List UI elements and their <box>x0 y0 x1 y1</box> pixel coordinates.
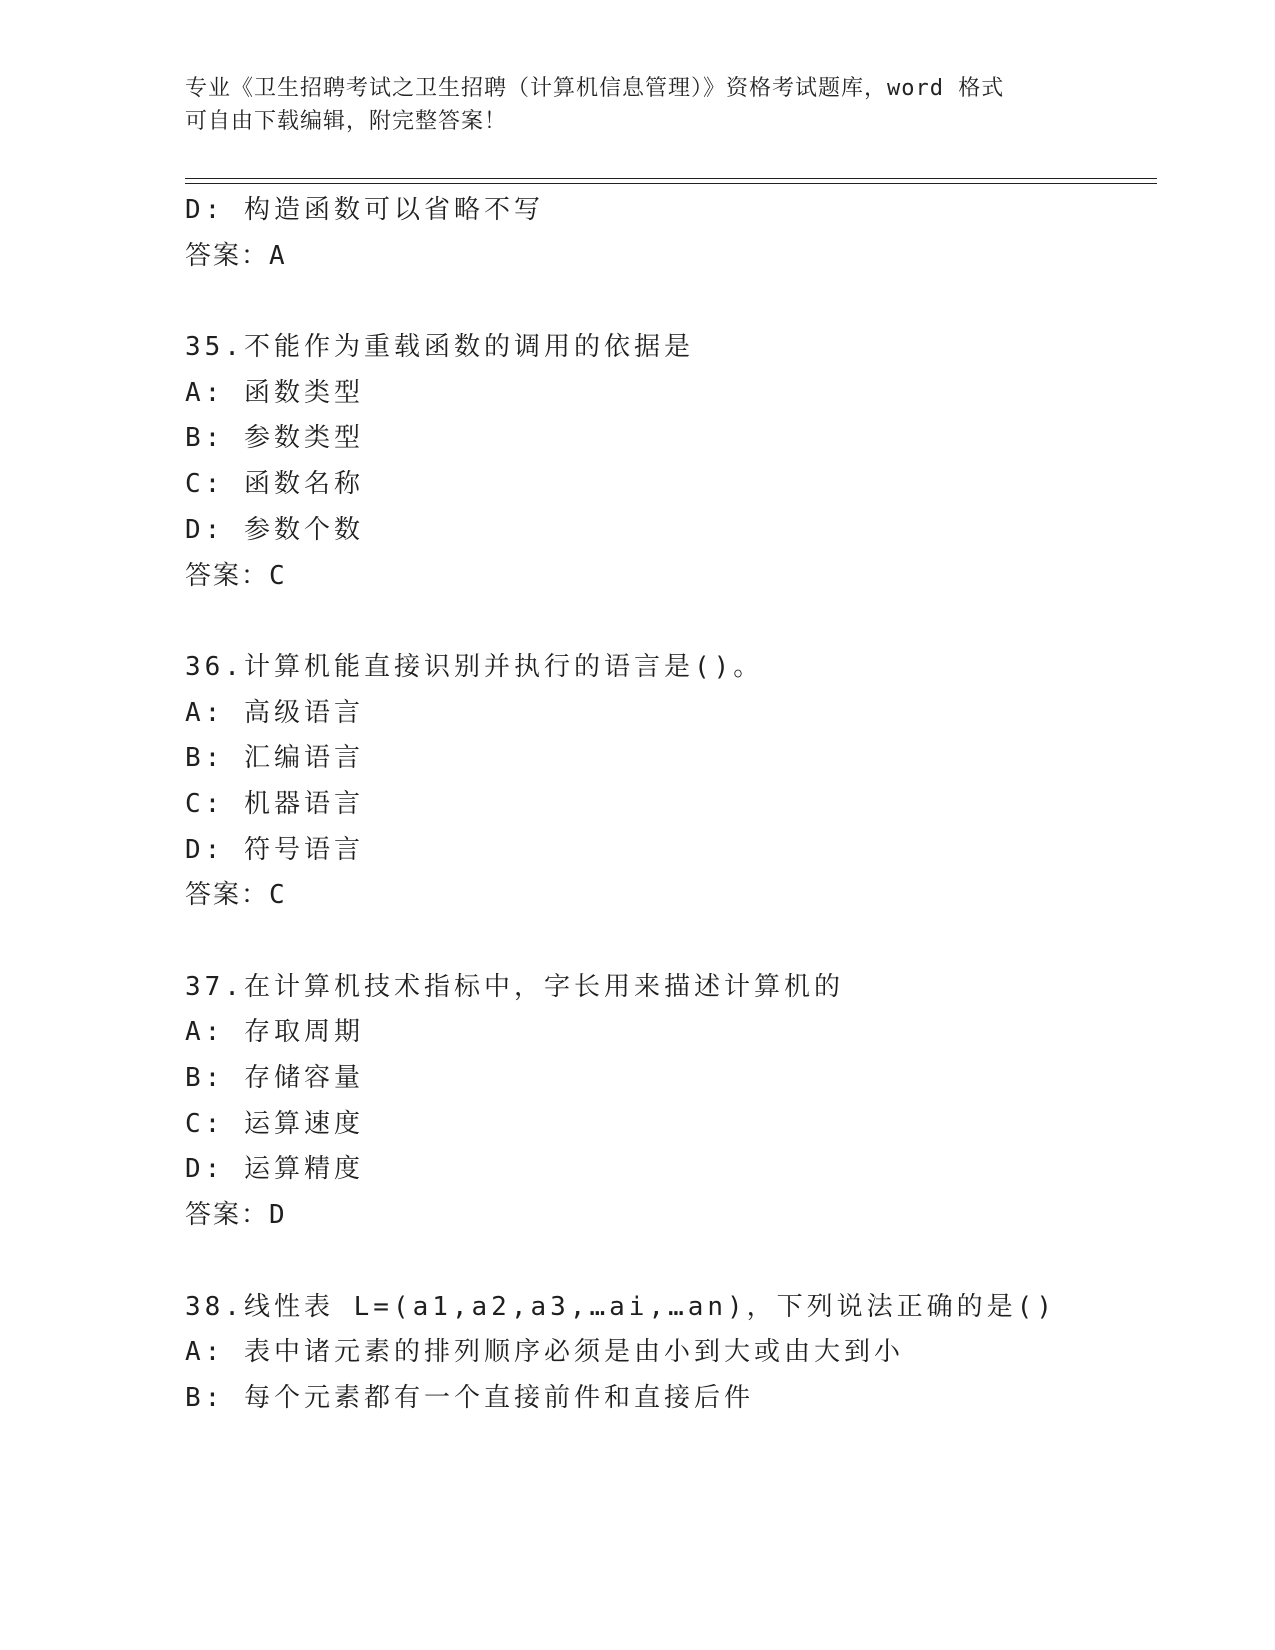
answer-value: C <box>269 560 287 591</box>
answer-label: 答案： <box>185 560 270 591</box>
spacer <box>185 1239 1145 1285</box>
header-title-line-1: 专业《卫生招聘考试之卫生招聘（计算机信息管理）》资格考试题库，word 格式 <box>185 76 1005 101</box>
option-c: C: 机器语言 <box>185 788 364 819</box>
option-b: B: 存储容量 <box>185 1063 364 1094</box>
option-d: D: 符号语言 <box>185 834 364 865</box>
header-divider-top <box>185 178 1157 179</box>
option-a: A: 表中诸元素的排列顺序必须是由小到大或由大到小 <box>185 1337 904 1368</box>
answer-line <box>185 1193 1145 1239</box>
answer-line <box>185 554 1145 600</box>
answer-value: D <box>269 1200 287 1231</box>
answer-label: 答案： <box>185 240 270 271</box>
question-list <box>185 188 1145 1422</box>
option-d: D: 参数个数 <box>185 514 364 545</box>
option-c: C: 函数名称 <box>185 469 364 500</box>
option-a: A: 函数类型 <box>185 377 364 408</box>
option-a: A: 存取周期 <box>185 1017 364 1048</box>
option-a: A: 高级语言 <box>185 697 364 728</box>
spacer <box>185 599 1145 645</box>
question-stem: 37.在计算机技术指标中，字长用来描述计算机的 <box>185 971 844 1002</box>
answer-value: C <box>269 880 287 911</box>
option-d: D: 构造函数可以省略不写 <box>185 195 544 225</box>
option-d: D: 运算精度 <box>185 1154 364 1185</box>
option-b: B: 汇编语言 <box>185 743 364 774</box>
document-header <box>185 72 1085 138</box>
option-b: B: 每个元素都有一个直接前件和直接后件 <box>185 1382 754 1413</box>
header-divider-bottom <box>185 183 1157 184</box>
answer-label: 答案： <box>185 1200 270 1231</box>
answer-line <box>185 234 1145 280</box>
answer-line <box>185 873 1145 919</box>
header-title-line-2: 可自由下载编辑，附完整答案！ <box>185 109 508 134</box>
spacer <box>185 919 1145 965</box>
question-stem: 35.不能作为重载函数的调用的依据是 <box>185 332 694 363</box>
question-stem: 36.计算机能直接识别并执行的语言是()。 <box>185 651 764 682</box>
spacer <box>185 279 1145 325</box>
option-c: C: 运算速度 <box>185 1108 364 1139</box>
option-b: B: 参数类型 <box>185 423 364 454</box>
question-stem: 38.线性表 L=(a1,a2,a3,…ai,…an)，下列说法正确的是() <box>185 1291 1056 1322</box>
answer-value: A <box>269 240 287 271</box>
answer-label: 答案： <box>185 880 270 911</box>
